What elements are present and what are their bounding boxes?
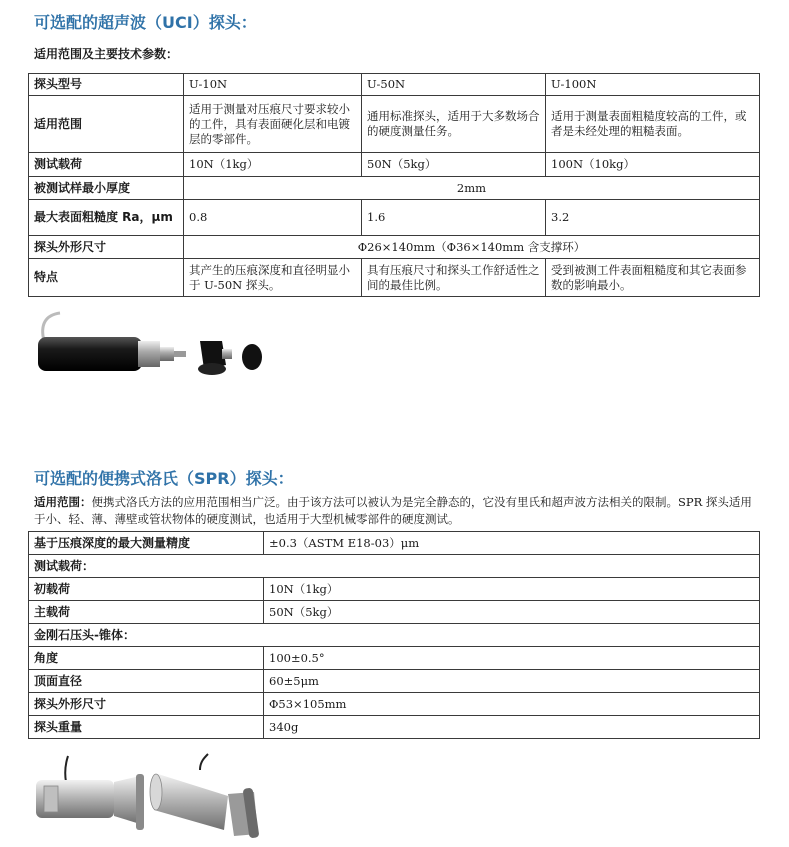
merged-cell: Φ26×140mm（Φ36×140mm 含支撑环） xyxy=(184,236,760,259)
spr-probe-image xyxy=(28,752,278,842)
row-value: ±0.3（ASTM E18-03）μm xyxy=(264,532,760,555)
row-label: 初载荷 xyxy=(29,578,264,601)
cell: 受到被测工件表面粗糙度和其它表面参数的影响最小。 xyxy=(546,259,760,297)
header-u50n: U-50N xyxy=(362,74,546,96)
cell: 其产生的压痕深度和直径明显小于 U-50N 探头。 xyxy=(184,259,362,297)
merged-cell: 2mm xyxy=(184,177,760,200)
row-label: 顶面直径 xyxy=(29,670,264,693)
row-label: 被测试样最小厚度 xyxy=(29,177,184,200)
row-value: 10N（1kg） xyxy=(264,578,760,601)
spr-intro xyxy=(34,494,756,528)
row-label: 探头重量 xyxy=(29,716,264,739)
header-u100n: U-100N xyxy=(546,74,760,96)
row-value: Φ53×105mm xyxy=(264,693,760,716)
spr-row xyxy=(29,578,760,601)
cell: 3.2 xyxy=(546,200,760,236)
spr-row xyxy=(29,532,760,555)
cell: 0.8 xyxy=(184,200,362,236)
uci-subtitle: 适用范围及主要技术参数： xyxy=(34,47,179,61)
uci-probe-image xyxy=(30,305,270,385)
cell: 适用于测量对压痕尺寸要求较小的工件，具有表面硬化层和电镀层的零部件。 xyxy=(184,96,362,153)
spr-row xyxy=(29,555,760,578)
uci-header-row xyxy=(29,74,760,96)
uci-row-min-thickness xyxy=(29,177,760,200)
spr-intro-text: 便携式洛氏方法的应用范围相当广泛。由于该方法可以被认为是完全静态的，它没有里氏和超声波方法相关的限制。SPR 探头适用于小、轻、薄、薄壁或管状物体的硬度测试，也适用于大型机械零部件的硬度测试。 xyxy=(34,495,752,526)
row-value: 60±5μm xyxy=(264,670,760,693)
cell: 通用标准探头，适用于大多数场合的硬度测量任务。 xyxy=(362,96,546,153)
spr-row xyxy=(29,693,760,716)
uci-section-title: 可选配的超声波（UCI）探头： xyxy=(34,13,257,32)
row-value: 100±0.5° xyxy=(264,647,760,670)
spr-row xyxy=(29,647,760,670)
uci-spec-table xyxy=(28,73,760,297)
row-label: 主载荷 xyxy=(29,601,264,624)
uci-row-dimensions xyxy=(29,236,760,259)
spr-row xyxy=(29,624,760,647)
cell: 50N（5kg） xyxy=(362,153,546,177)
uci-row-load xyxy=(29,153,760,177)
row-label: 角度 xyxy=(29,647,264,670)
cell: 100N（10kg） xyxy=(546,153,760,177)
uci-row-application xyxy=(29,96,760,153)
row-value: 50N（5kg） xyxy=(264,601,760,624)
row-group-label: 测试载荷： xyxy=(29,555,760,578)
spr-spec-table xyxy=(28,531,760,739)
spr-row xyxy=(29,670,760,693)
row-label: 最大表面粗糙度 Ra，μm xyxy=(29,200,184,236)
cell: 1.6 xyxy=(362,200,546,236)
cell: 适用于测量表面粗糙度较高的工件，或者是未经处理的粗糙表面。 xyxy=(546,96,760,153)
row-label: 探头外形尺寸 xyxy=(29,693,264,716)
spr-row xyxy=(29,716,760,739)
uci-row-features xyxy=(29,259,760,297)
row-group-label: 金刚石压头-锥体： xyxy=(29,624,760,647)
row-label: 适用范围 xyxy=(29,96,184,153)
spr-section-title: 可选配的便携式洛氏（SPR）探头： xyxy=(34,469,294,488)
row-value: 340g xyxy=(264,716,760,739)
uci-row-roughness xyxy=(29,200,760,236)
cell: 具有压痕尺寸和探头工作舒适性之间的最佳比例。 xyxy=(362,259,546,297)
spr-row xyxy=(29,601,760,624)
spr-intro-label: 适用范围： xyxy=(34,495,92,509)
cell: 10N（1kg） xyxy=(184,153,362,177)
row-label: 探头外形尺寸 xyxy=(29,236,184,259)
row-label: 测试载荷 xyxy=(29,153,184,177)
header-u10n: U-10N xyxy=(184,74,362,96)
row-label: 特点 xyxy=(29,259,184,297)
header-probe-model: 探头型号 xyxy=(29,74,184,96)
row-label: 基于压痕深度的最大测量精度 xyxy=(29,532,264,555)
